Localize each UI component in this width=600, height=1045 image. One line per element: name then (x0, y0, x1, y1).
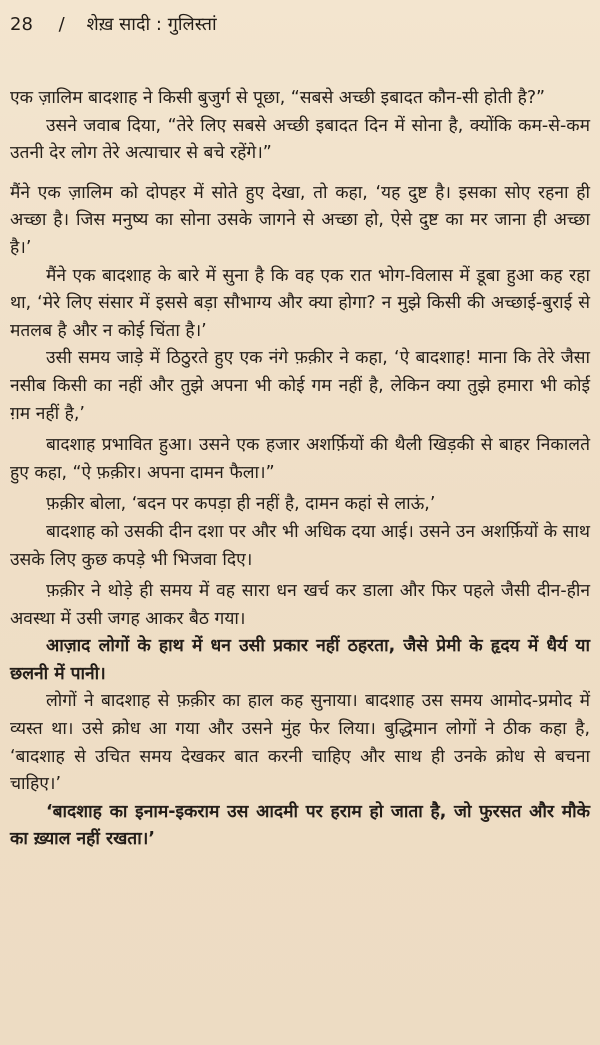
paragraph-10-bold: आज़ाद लोगों के हाथ में धन उसी प्रकार नहीं ठहरता, जैसे प्रेमी के हृदय में धैर्य या छलनी में पानी। (10, 636, 590, 684)
paragraph-8: बादशाह को उसकी दीन दशा पर और भी अधिक दया आई। उसने उन अशर्फ़ियों के साथ उसके लिए कुछ कपड़े भी भिजवा दिए। (10, 521, 590, 570)
paragraph-1: एक ज़ालिम बादशाह ने किसी बुजुर्ग से पूछा, “सबसे अच्छी इबादत कौन-सी होती है?” (10, 88, 546, 108)
paragraph-6: बादशाह प्रभावित हुआ। उसने एक हजार अशर्फ़ियों की थैली खिड़की से बाहर निकालते हुए कहा, “ऐ फ़क़ीर। अपना दामन फैला।” (10, 435, 590, 483)
header-separator: / (58, 14, 65, 35)
paragraph-11: लोगों ने बादशाह से फ़क़ीर का हाल कह सुनाया। बादशाह उस समय आमोद-प्रमोद में व्यस्त था। उसे क्रोध आ गया और उसने मुंह फेर लिया। बुद्धिमान लोगों ने ठीक कहा है, ‘बादशाह से उचित समय देखकर बात करनी चाहिए और साथ ही उनके क्रोध से बचना चाहिए।’ (10, 691, 590, 795)
page-header (10, 12, 217, 38)
paragraph-12-bold: ‘बादशाह का इनाम-इकराम उस आदमी पर हराम हो जाता है, जो फुरसत और मौके का ख़्याल नहीं रखता।’ (10, 801, 590, 850)
paragraph-3: मैंने एक ज़ालिम को दोपहर में सोते हुए देखा, तो कहा, ‘यह दुष्ट है। इसका सोए रहना ही अच्छा है। जिस मनुष्य का सोना उसके जागने से अच्छा हो, ऐसे दुष्ट का मर जाना ही अच्छा है।’ (10, 182, 590, 258)
running-title: शेख़ सादी : गुलिस्तां (86, 14, 217, 35)
paragraph-5: उसी समय जाड़े में ठिठुरते हुए एक नंगे फ़क़ीर ने कहा, ‘ऐ बादशाह! माना कि तेरे जैसा नसीब किसी का नहीं और तुझे अपना भी कोई गम नहीं है, लेकिन क्या तुझे हमारा भी कोई ग़म नहीं है,’ (10, 348, 590, 424)
paragraph-2: उसने जवाब दिया, “तेरे लिए सबसे अच्छी इबादत दिन में सोना है, क्योंकि कम-से-कम उतनी देर लोग तेरे अत्याचार से बचे रहेंगे।” (10, 115, 590, 164)
paragraph-9: फ़क़ीर ने थोड़े ही समय में वह सारा धन खर्च कर डाला और फिर पहले जैसी दीन-हीन अवस्था में उसी जगह आकर बैठ गया। (10, 581, 590, 629)
paragraph-7: फ़क़ीर बोला, ‘बदन पर कपड़ा ही नहीं है, दामन कहां से लाऊं,’ (46, 494, 436, 515)
page-number: 28 (10, 14, 33, 35)
page-body (10, 85, 590, 854)
paragraph-4: मैंने एक बादशाह के बारे में सुना है कि वह एक रात भोग-विलास में डूबा हुआ कह रहा था, ‘मेरे लिए संसार में इससे बड़ा सौभाग्य और क्या होगा? न मुझे किसी की अच्छाई-बुराई से मतलब है और न कोई चिंता है।’ (10, 265, 590, 341)
